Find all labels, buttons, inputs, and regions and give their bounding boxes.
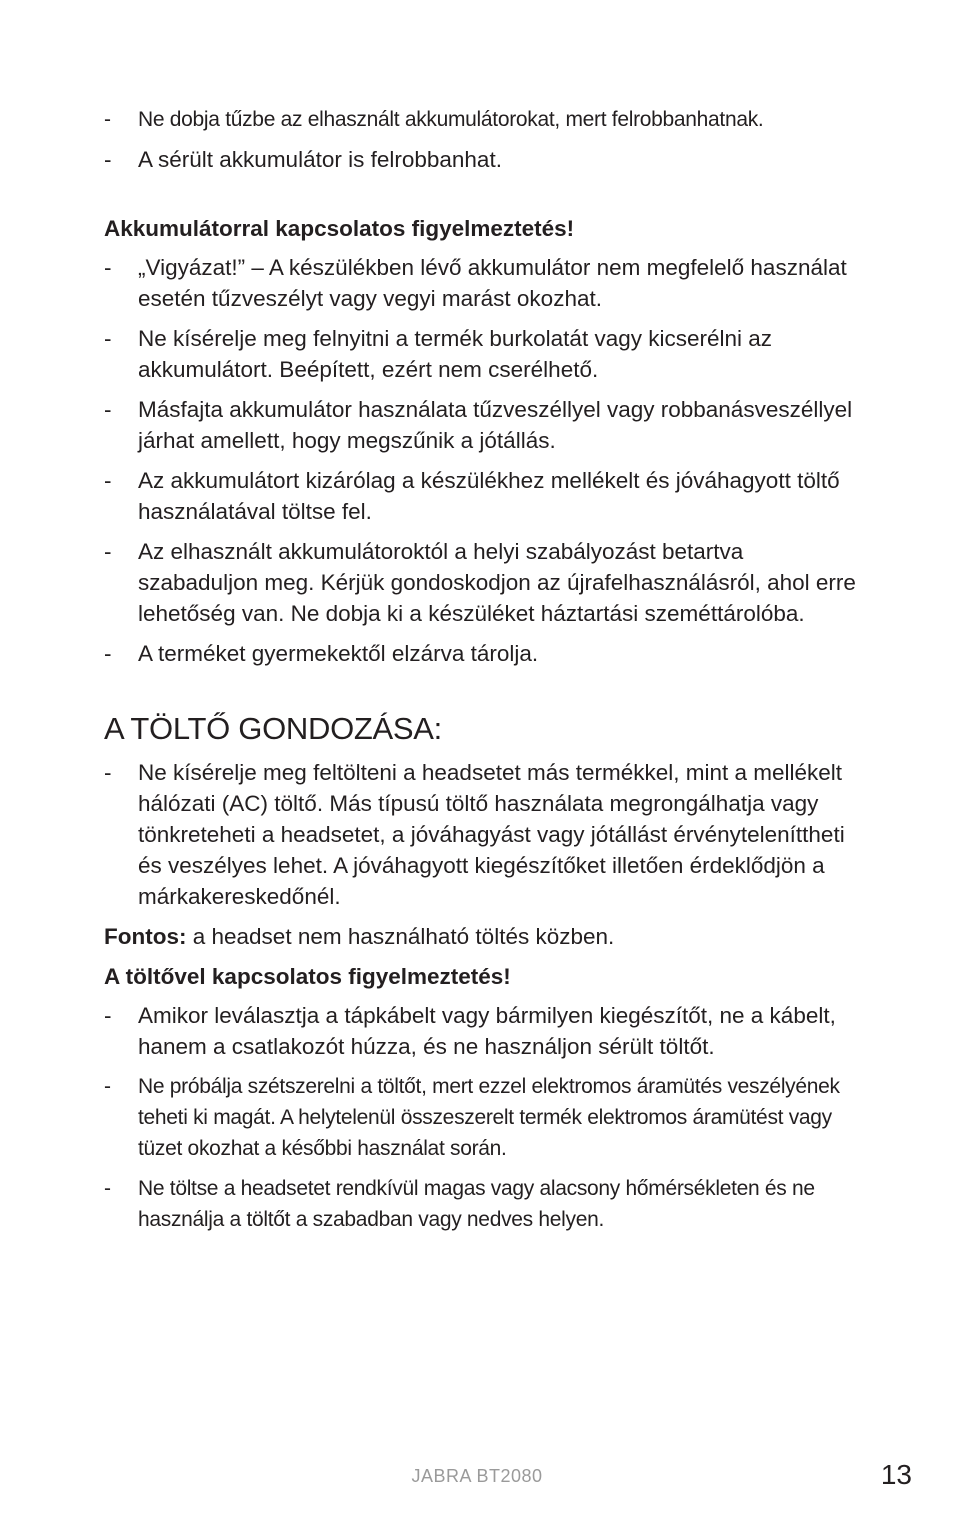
bullet-dash: - (104, 1177, 111, 1200)
charger-warning-heading: A töltővel kapcsolatos figyelmeztetés! (104, 964, 511, 989)
intro-bullet-list (104, 104, 864, 175)
list-item (104, 638, 864, 669)
list-item (104, 323, 864, 385)
list-item-text: Ne próbálja szétszerelni a töltőt, mert ezzel elektromos áramütés veszélyének teheti ki magát. A helytelenül összeszerelt termék elektromos áramütést vagy tüzet okozhat a későbbi használat során. (138, 1075, 840, 1160)
page-content (104, 104, 864, 1244)
charger-care-title: A TÖLTŐ GONDOZÁSA: (104, 711, 442, 746)
bullet-dash: - (104, 397, 112, 422)
list-item (104, 536, 864, 629)
battery-warning-list (104, 252, 864, 669)
list-item (104, 144, 864, 175)
important-text: a headset nem használható töltés közben. (186, 924, 615, 949)
bullet-dash: - (104, 539, 112, 564)
charger-warning-list (104, 1000, 864, 1235)
bullet-dash: - (104, 641, 112, 666)
battery-warning-heading: Akkumulátorral kapcsolatos figyelmeztetés! (104, 216, 575, 241)
list-item (104, 757, 864, 912)
list-item-text: Ne dobja tűzbe az elhasznált akkumulátorokat, mert felrobbanhatnak. (138, 108, 764, 131)
list-item-text: Az akkumulátort kizárólag a készülékhez mellékelt és jóváhagyott töltő használatával töltse fel. (138, 468, 840, 524)
list-item (104, 1000, 864, 1062)
bullet-dash: - (104, 326, 112, 351)
list-item-text: Amikor leválasztja a tápkábelt vagy bármilyen kiegészítőt, ne a kábelt, hanem a csatlakozót húzza, és ne használjon sérült töltőt. (138, 1003, 836, 1059)
list-item-text: Másfajta akkumulátor használata tűzveszéllyel vagy robbanásveszéllyel járhat amellett, hogy megszűnik a jótállás. (138, 397, 853, 453)
important-label: Fontos: (104, 924, 187, 949)
list-item-text: Az elhasznált akkumulátoroktól a helyi szabályozást betartva szabaduljon meg. Kérjük gondoskodjon az újrafelhasználásról, ahol erre lehetőség van. Ne dobja ki a készüléket háztartási szeméttárolóba. (138, 539, 856, 626)
list-item (104, 104, 864, 135)
page-number: 13 (880, 1459, 912, 1490)
list-item-text: Ne kísérelje meg felnyitni a termék burkolatát vagy kicserélni az akkumulátort. Beépített, ezért nem cserélhető. (138, 326, 773, 382)
bullet-dash: - (104, 147, 112, 172)
bullet-dash: - (104, 108, 111, 131)
list-item-text: Ne töltse a headsetet rendkívül magas vagy alacsony hőmérsékleten és ne használja a töltőt a szabadban vagy nedves helyen. (138, 1177, 815, 1231)
list-item (104, 252, 864, 314)
list-item-text: „Vigyázat!” – A készülékben lévő akkumulátor nem megfelelő használat esetén tűzveszélyt vagy vegyi marást okozhat. (138, 255, 847, 311)
footer-brand: JABRA BT2080 (411, 1466, 543, 1486)
list-item (104, 394, 864, 456)
bullet-dash: - (104, 1003, 112, 1028)
list-item-text: A sérült akkumulátor is felrobbanhat. (138, 147, 502, 172)
list-item (104, 1071, 864, 1164)
bullet-dash: - (104, 255, 112, 280)
list-item (104, 465, 864, 527)
list-item (104, 1173, 864, 1235)
list-item-text: Ne kísérelje meg feltölteni a headsetet más termékkel, mint a mellékelt hálózati (AC) töltő. Más típusú töltő használata megrongálhatja vagy tönkreteheti a headsetet, a jóváhagyást vagy jótállást érvényteleníttheti és veszélyes lehet. A jóváhagyott kiegészítőket illetően érdeklődjön a márkakereskedőnél. (138, 760, 845, 909)
bullet-dash: - (104, 468, 112, 493)
important-note (104, 921, 864, 952)
bullet-dash: - (104, 1075, 111, 1098)
charger-care-list (104, 757, 864, 912)
bullet-dash: - (104, 760, 112, 785)
list-item-text: A terméket gyermekektől elzárva tárolja. (138, 641, 539, 666)
